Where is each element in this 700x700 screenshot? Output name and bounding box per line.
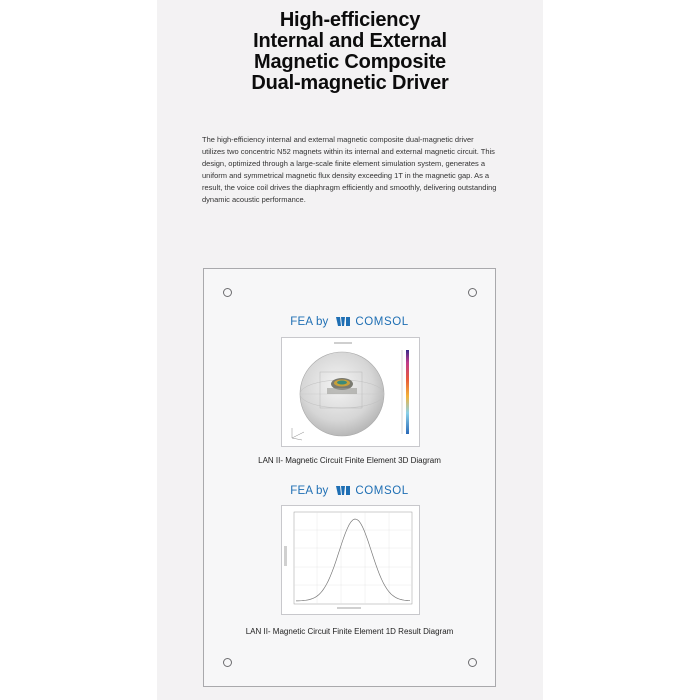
- fea-brand: COMSOL: [355, 485, 409, 497]
- mounting-hole-icon: [223, 658, 232, 667]
- fea-prefix: FEA by: [290, 316, 329, 328]
- fea-brand: COMSOL: [355, 316, 409, 328]
- fea-prefix: FEA by: [290, 485, 329, 497]
- title-line-1: High-efficiency: [279, 9, 421, 31]
- page-title: [157, 10, 543, 94]
- fea-3d-image: [282, 338, 419, 446]
- fea-heading-1: [204, 316, 495, 328]
- mounting-hole-icon: [468, 288, 477, 297]
- fea-1d-diagram: [281, 505, 420, 615]
- title-line-2: Internal and External: [253, 30, 447, 52]
- title-line-3: Magnetic Composite: [254, 51, 446, 73]
- fea-board: [203, 268, 496, 687]
- comsol-logo-icon: [336, 317, 350, 326]
- figure-2-caption: LAN II- Magnetic Circuit Finite Element 1D Result Diagram: [245, 627, 454, 636]
- mounting-hole-icon: [223, 288, 232, 297]
- comsol-logo-icon: [336, 486, 350, 495]
- fea-1d-image: [282, 506, 419, 614]
- title-line-4: Dual-magnetic Driver: [251, 72, 449, 94]
- fea-3d-diagram: [281, 337, 420, 447]
- fea-heading-2: [204, 485, 495, 497]
- figure-1-caption: LAN II- Magnetic Circuit Finite Element 3D Diagram: [258, 456, 441, 465]
- description-paragraph: The high-efficiency internal and external magnetic composite dual-magnetic driver utilizes two concentric N52 magnets within its internal and external magnetic circuit. This design, optimized through a large-scale finite element simulation system, generates a uniform and symmetrical magnetic flux density exceeding 1T in the magnetic gap. As a result, the voice coil drives the diaphragm efficiently and smoothly, delivering outstanding dynamic acoustic performance.: [202, 135, 497, 204]
- mounting-hole-icon: [468, 658, 477, 667]
